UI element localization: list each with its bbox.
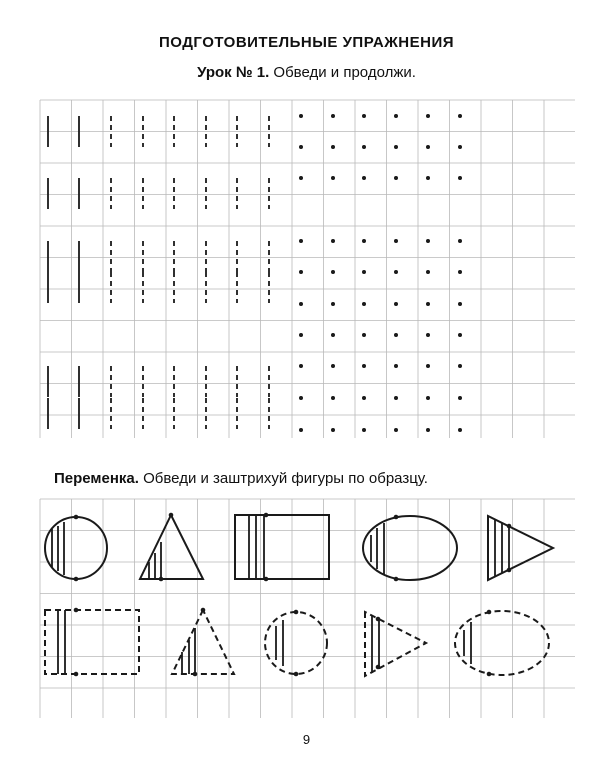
trace-dot: [458, 145, 462, 149]
trace-dot: [394, 145, 398, 149]
shape-dot: [294, 672, 299, 677]
trace-dot: [299, 302, 303, 306]
trace-dot: [362, 428, 366, 432]
break-instruction: Обведи и заштрихуй фигуры по образцу.: [143, 470, 428, 487]
trace-dot: [362, 114, 366, 118]
shape-dot: [487, 610, 492, 615]
shape-dot: [159, 577, 164, 582]
shape-dot: [376, 665, 381, 670]
trace-dot: [458, 364, 462, 368]
trace-dot: [394, 364, 398, 368]
shape-dot: [394, 577, 399, 582]
exercise-grid-1: [40, 100, 575, 438]
trace-dot: [362, 270, 366, 274]
trace-dot: [331, 270, 335, 274]
trace-dot: [331, 428, 335, 432]
break-label: Переменка.: [54, 470, 139, 487]
shape-samples: [45, 513, 553, 677]
shape-dot: [294, 610, 299, 615]
trace-dot: [362, 302, 366, 306]
trace-dot: [426, 176, 430, 180]
trace-dot: [362, 364, 366, 368]
trace-dot: [458, 396, 462, 400]
shape-dot: [264, 513, 269, 518]
shape-dot: [74, 577, 79, 582]
trace-dot: [362, 145, 366, 149]
trace-dot: [426, 145, 430, 149]
shape-dot: [74, 672, 79, 677]
shape-dot: [201, 608, 206, 613]
trace-dot: [394, 114, 398, 118]
dashed-circle-shape: [265, 612, 327, 674]
trace-dot: [458, 270, 462, 274]
tracing-lines: [48, 114, 462, 432]
trace-dot: [458, 176, 462, 180]
trace-dot: [331, 364, 335, 368]
trace-dot: [394, 333, 398, 337]
trace-dot: [299, 270, 303, 274]
trace-dot: [426, 270, 430, 274]
trace-dot: [458, 239, 462, 243]
trace-dot: [394, 176, 398, 180]
dashed-arrow-triangle-shape: [365, 612, 426, 676]
trace-dot: [394, 396, 398, 400]
trace-dot: [331, 145, 335, 149]
trace-dot: [426, 239, 430, 243]
trace-dot: [426, 428, 430, 432]
page-number: 9: [302, 732, 311, 747]
trace-dot: [331, 176, 335, 180]
trace-dot: [331, 302, 335, 306]
shape-dot: [264, 577, 269, 582]
trace-dot: [299, 239, 303, 243]
trace-dot: [299, 114, 303, 118]
shape-dot: [193, 672, 198, 677]
trace-dot: [299, 333, 303, 337]
shape-dot: [169, 513, 174, 518]
circle-shape: [45, 517, 107, 579]
trace-dot: [458, 302, 462, 306]
trace-dot: [458, 333, 462, 337]
trace-dot: [331, 239, 335, 243]
lesson-instruction: Обведи и продолжи.: [273, 64, 416, 81]
trace-dot: [362, 239, 366, 243]
trace-dot: [362, 396, 366, 400]
trace-dot: [299, 396, 303, 400]
trace-dot: [426, 396, 430, 400]
trace-dot: [299, 145, 303, 149]
arrow-triangle-shape: [488, 516, 553, 580]
shape-dot: [74, 515, 79, 520]
trace-dot: [426, 333, 430, 337]
dashed-ellipse-shape: [455, 611, 549, 675]
lesson-label: Урок № 1.: [197, 64, 270, 81]
trace-dot: [362, 333, 366, 337]
trace-dot: [394, 302, 398, 306]
break-heading: [54, 470, 428, 487]
shape-dot: [487, 672, 492, 677]
trace-dot: [331, 114, 335, 118]
trace-dot: [362, 176, 366, 180]
trace-dot: [426, 364, 430, 368]
trace-dot: [299, 176, 303, 180]
trace-dot: [394, 428, 398, 432]
dashed-rectangle-shape: [45, 610, 139, 674]
trace-dot: [458, 428, 462, 432]
shape-dot: [394, 515, 399, 520]
trace-dot: [426, 302, 430, 306]
trace-dot: [299, 364, 303, 368]
shape-dot: [507, 524, 512, 529]
trace-dot: [394, 270, 398, 274]
shape-dot: [376, 617, 381, 622]
shape-dot: [507, 568, 512, 573]
trace-dot: [299, 428, 303, 432]
trace-dot: [331, 333, 335, 337]
shape-dot: [74, 608, 79, 613]
trace-dot: [426, 114, 430, 118]
page-title: ПОДГОТОВИТЕЛЬНЫЕ УПРАЖНЕНИЯ: [158, 34, 455, 51]
trace-dot: [458, 114, 462, 118]
trace-dot: [394, 239, 398, 243]
trace-dot: [331, 396, 335, 400]
